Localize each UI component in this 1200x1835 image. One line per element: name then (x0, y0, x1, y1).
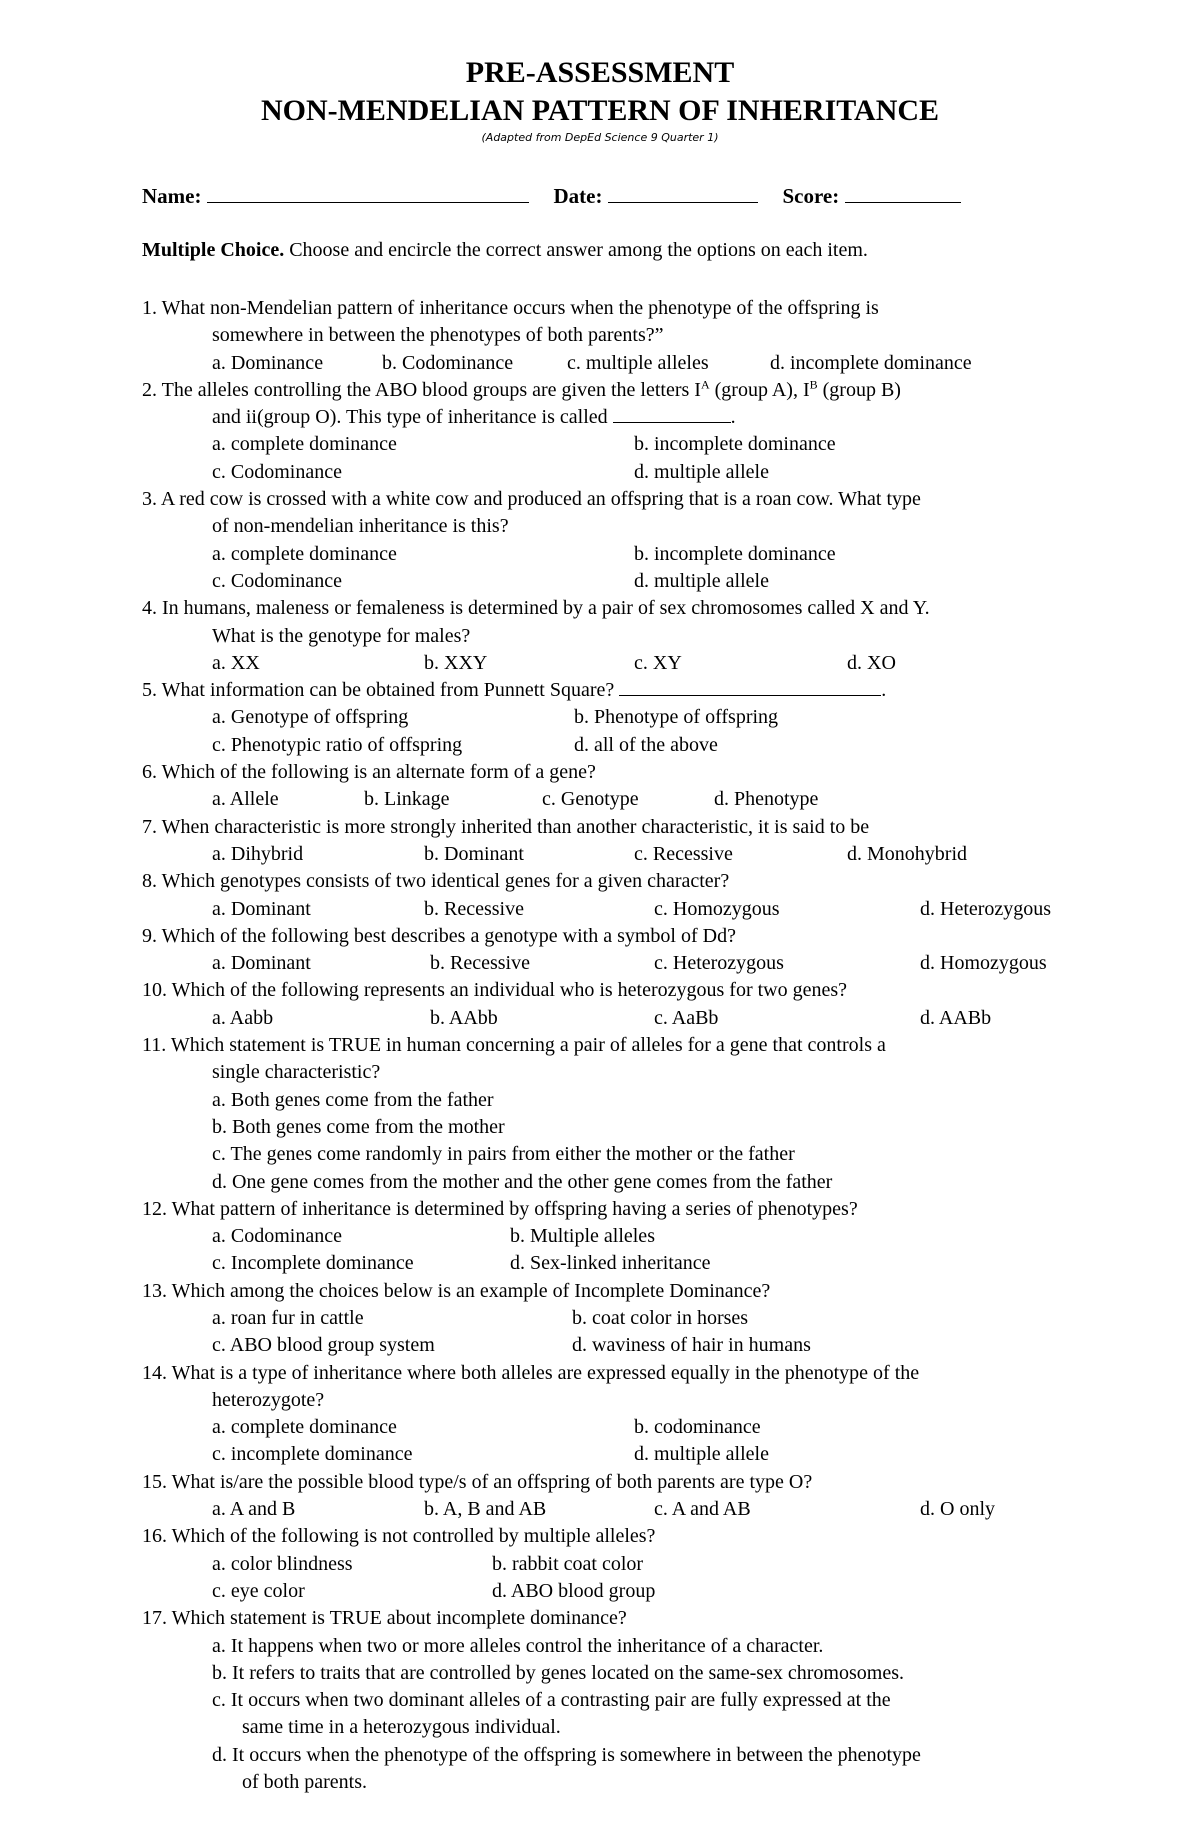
option[interactable]: c. Heterozygous (654, 952, 784, 975)
option-cont: of both parents. (242, 1771, 367, 1794)
question-6-options (142, 786, 1182, 813)
option[interactable]: a. complete dominance (212, 1416, 397, 1439)
option[interactable]: b. Phenotype of offspring (574, 706, 779, 729)
option[interactable]: b. Linkage (364, 788, 450, 811)
question-11: 11. Which statement is TRUE in human concerning a pair of alleles for a gene that controls a (142, 1034, 886, 1057)
option[interactable]: c. ABO blood group system (212, 1334, 435, 1357)
option[interactable]: a. XX (212, 651, 260, 674)
question-3-cont: of non-mendelian inheritance is this? (212, 515, 509, 538)
question-11-cont: single characteristic? (212, 1061, 381, 1084)
question-15-options (142, 1496, 1182, 1523)
option[interactable]: d. Monohybrid (847, 842, 967, 865)
option[interactable]: d. Homozygous (920, 952, 1047, 975)
question-5-options (142, 704, 1182, 731)
question-12: 12. What pattern of inheritance is determined by offspring having a series of phenotypes? (142, 1197, 858, 1220)
option[interactable]: a. Dominant (212, 952, 311, 975)
question-1-cont: somewhere in between the phenotypes of both parents?” (212, 324, 664, 347)
option[interactable]: d. incomplete dominance (770, 351, 972, 374)
answer-blank[interactable] (619, 679, 881, 696)
option[interactable]: a. Dihybrid (212, 842, 304, 865)
question-2: 2. The alleles controlling the ABO blood groups are given the letters $I^A$ (group A), $I^B$ (group B) (142, 377, 901, 401)
date-label: Date: (553, 184, 603, 208)
option[interactable]: b. codominance (634, 1416, 761, 1439)
option[interactable]: c. Codominance (212, 569, 342, 592)
option-cont: same time in a heterozygous individual. (242, 1716, 561, 1739)
option[interactable]: d. multiple allele (634, 1443, 769, 1466)
option[interactable]: b. Codominance (382, 351, 514, 374)
option[interactable]: b. A, B and AB (424, 1498, 547, 1521)
option[interactable]: b. rabbit coat color (492, 1552, 644, 1575)
option[interactable]: a. Both genes come from the father (212, 1088, 494, 1111)
option[interactable]: b. Dominant (424, 842, 524, 865)
question-16-options (142, 1551, 1182, 1578)
question-16: 16. Which of the following is not controlled by multiple alleles? (142, 1525, 656, 1548)
page-title: PRE-ASSESSMENT (465, 56, 735, 89)
option[interactable]: a. roan fur in cattle (212, 1306, 364, 1329)
question-14: 14. What is a type of inheritance where both alleles are expressed equally in the phenotype of the (142, 1361, 920, 1384)
question-8: 8. Which genotypes consists of two identical genes for a given character? (142, 870, 730, 893)
option[interactable]: c. The genes come randomly in pairs from either the mother or the father (212, 1143, 795, 1166)
question-12-options (142, 1223, 1182, 1250)
option[interactable]: b. incomplete dominance (634, 542, 836, 565)
option[interactable]: c. Genotype (542, 788, 639, 811)
question-7: 7. When characteristic is more strongly inherited than another characteristic, it is said to be (142, 815, 870, 838)
option[interactable]: b. coat color in horses (572, 1306, 749, 1329)
option[interactable]: a. Genotype of offspring (212, 706, 409, 729)
question-17: 17. Which statement is TRUE about incomplete dominance? (142, 1607, 627, 1630)
option[interactable]: c. Codominance (212, 460, 342, 483)
option[interactable]: a. color blindness (212, 1552, 353, 1575)
option[interactable]: d. ABO blood group (492, 1579, 656, 1602)
option[interactable]: a. Dominance (212, 351, 324, 374)
option[interactable]: d. AABb (920, 1006, 992, 1029)
question-9: 9. Which of the following best describes a genotype with a symbol of Dd? (142, 924, 736, 947)
option[interactable]: b. Recessive (430, 952, 530, 975)
question-2-cont: and ii(group O). This type of inheritance is called . (212, 406, 736, 429)
option[interactable]: a. Allele (212, 788, 279, 811)
option[interactable]: d. all of the above (574, 733, 718, 756)
option[interactable]: a. Aabb (212, 1006, 274, 1029)
question-3-options (142, 541, 1182, 568)
option[interactable]: c. incomplete dominance (212, 1443, 413, 1466)
option[interactable]: c. Recessive (634, 842, 733, 865)
question-10-options (142, 1005, 1182, 1032)
question-4-options (142, 650, 1182, 677)
score-label: Score: (782, 184, 840, 208)
page-subtitle-title: NON-MENDELIAN PATTERN OF INHERITANCE (260, 94, 940, 127)
option[interactable]: a. complete dominance (212, 542, 397, 565)
option[interactable]: c. Phenotypic ratio of offspring (212, 733, 463, 756)
question-15: 15. What is/are the possible blood type/s of an offspring of both parents are type O? (142, 1470, 813, 1493)
option[interactable]: b. Recessive (424, 897, 524, 920)
question-9-options (142, 950, 1182, 977)
option[interactable]: b. AAbb (430, 1006, 498, 1029)
option[interactable]: b. incomplete dominance (634, 433, 836, 456)
instructions (142, 239, 868, 262)
option[interactable]: a. Dominant (212, 897, 311, 920)
question-1-options (142, 350, 1182, 377)
question-8-options (142, 896, 1182, 923)
option[interactable]: d. O only (920, 1498, 995, 1521)
option[interactable]: b. Multiple alleles (510, 1225, 655, 1248)
option[interactable]: d. It occurs when the phenotype of the offspring is somewhere in between the phenotype (212, 1743, 921, 1766)
option[interactable]: c. A and AB (654, 1498, 751, 1521)
option[interactable]: d. Heterozygous (920, 897, 1052, 920)
source-note: (Adapted from DepEd Science 9 Quarter 1) (481, 131, 719, 144)
option[interactable]: b. XXY (424, 651, 488, 674)
question-7-options (142, 841, 1182, 868)
instructions-label: Multiple Choice. (142, 239, 285, 261)
option[interactable]: d. multiple allele (634, 569, 769, 592)
option[interactable]: d. Sex-linked inheritance (510, 1252, 711, 1275)
question-5: 5. What information can be obtained from Punnett Square? . (142, 679, 887, 702)
name-label: Name: (142, 184, 202, 208)
option[interactable]: d. XO (847, 651, 896, 674)
option[interactable]: c. Homozygous (654, 897, 780, 920)
option[interactable]: c. eye color (212, 1579, 305, 1602)
option[interactable]: c. XY (634, 651, 682, 674)
option[interactable]: c. It occurs when two dominant alleles of a contrasting pair are fully expressed at the (212, 1689, 891, 1712)
instructions-text: Choose and encircle the correct answer among the options on each item. (284, 239, 868, 261)
option[interactable]: b. It refers to traits that are controlled by genes located on the same-sex chromosomes. (212, 1661, 904, 1684)
name-field[interactable] (207, 184, 529, 203)
option[interactable]: d. waviness of hair in humans (572, 1334, 811, 1357)
option[interactable]: a. It happens when two or more alleles control the inheritance of a character. (212, 1634, 824, 1657)
question-list (142, 295, 1182, 1796)
question-14-cont: heterozygote? (212, 1388, 325, 1411)
score-field[interactable] (845, 184, 961, 203)
answer-blank[interactable] (613, 406, 731, 423)
question-1: 1. What non-Mendelian pattern of inheritance occurs when the phenotype of the offspring is (142, 297, 879, 319)
option[interactable]: a. A and B (212, 1498, 296, 1521)
question-10: 10. Which of the following represents an individual who is heterozygous for two genes? (142, 979, 848, 1002)
option[interactable]: a. Codominance (212, 1225, 342, 1248)
question-4: 4. In humans, maleness or femaleness is determined by a pair of sex chromosomes called X and Y. (142, 597, 930, 620)
question-13-options (142, 1305, 1182, 1332)
question-6: 6. Which of the following is an alternate form of a gene? (142, 761, 596, 784)
option[interactable]: d. multiple allele (634, 460, 769, 483)
question-13: 13. Which among the choices below is an example of Incomplete Dominance? (142, 1279, 771, 1302)
option[interactable]: d. Phenotype (714, 788, 819, 811)
date-field[interactable] (608, 184, 758, 203)
student-info-line (142, 184, 961, 209)
question-2-options (142, 431, 1182, 458)
option[interactable]: c. Incomplete dominance (212, 1252, 414, 1275)
option[interactable]: d. One gene comes from the mother and the other gene comes from the father (212, 1170, 833, 1193)
option[interactable]: a. complete dominance (212, 433, 397, 456)
question-3: 3. A red cow is crossed with a white cow and produced an offspring that is a roan cow. What type (142, 488, 921, 511)
option[interactable]: c. AaBb (654, 1006, 719, 1029)
question-4-cont: What is the genotype for males? (212, 624, 471, 647)
option[interactable]: c. multiple alleles (567, 351, 709, 374)
option[interactable]: b. Both genes come from the mother (212, 1115, 505, 1138)
question-14-options (142, 1414, 1182, 1441)
